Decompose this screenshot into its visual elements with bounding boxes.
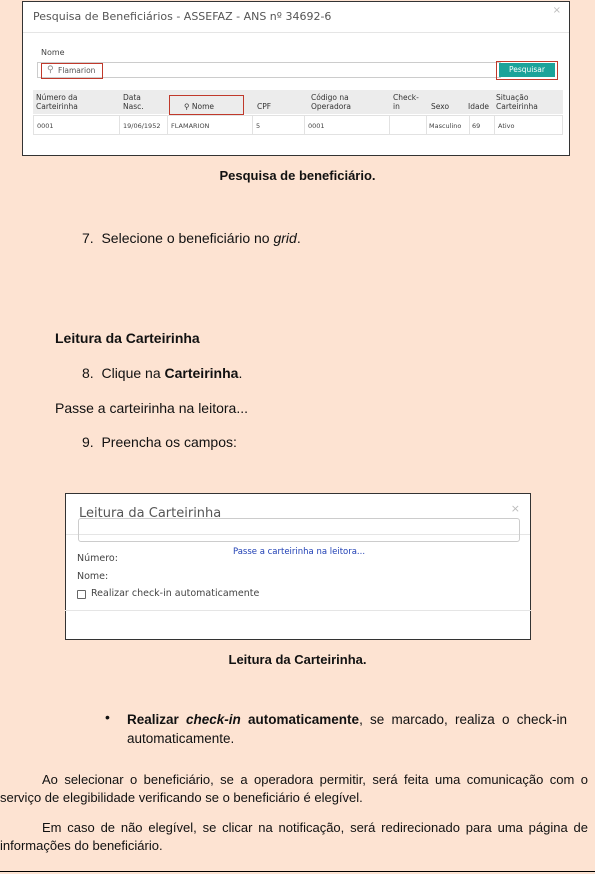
- col-check-in[interactable]: Check- in: [393, 93, 419, 111]
- paragraph-eligibility: Ao selecionar o beneficiário, se a operadora permitir, será feita uma comunicação com o serviço de elegibilidade verificando se o beneficiário é elegível.: [0, 772, 588, 805]
- col-codigo-operadora[interactable]: Código na Operadora: [311, 93, 351, 111]
- cell-numero: 0001: [37, 122, 54, 130]
- modal-title: Pesquisa de Beneficiários - ASSEFAZ - ANS nº 34692-6: [33, 10, 332, 23]
- step-7: 7. Selecione o beneficiário no grid.: [82, 230, 301, 246]
- modal-header-divider: [23, 32, 569, 33]
- col-sexo[interactable]: Sexo: [431, 102, 450, 111]
- search-icon: ⚲: [47, 65, 54, 75]
- cell-divider: [252, 116, 253, 134]
- cell-codigo: 0001: [308, 122, 325, 130]
- search-icon: ⚲: [184, 102, 192, 111]
- cell-situacao: Ativo: [498, 122, 515, 130]
- col-nome[interactable]: ⚲ Nome: [184, 102, 215, 111]
- bullet-icon: •: [105, 709, 110, 725]
- results-table-header: [33, 90, 563, 114]
- cell-divider: [469, 116, 470, 134]
- step-9: 9. Preencha os campos:: [82, 434, 237, 450]
- search-beneficiary-modal: [22, 1, 570, 156]
- cell-divider: [494, 116, 495, 134]
- col-situacao-carteirinha[interactable]: Situação Carteirinha: [496, 93, 538, 111]
- nome-label: Nome:: [77, 571, 109, 582]
- cell-divider: [426, 116, 427, 134]
- close-icon[interactable]: ×: [552, 5, 561, 16]
- paragraph-not-eligible: Em caso de não elegível, se clicar na notificação, será redirecionado para uma página de informações do beneficiário.: [0, 820, 588, 853]
- close-icon[interactable]: ×: [510, 502, 520, 515]
- cell-divider: [304, 116, 305, 134]
- nome-column-highlight: [169, 95, 244, 115]
- name-input-value: Flamarion: [58, 66, 96, 75]
- col-cpf[interactable]: CPF: [257, 102, 272, 111]
- cell-nome: FLAMARION: [171, 122, 210, 130]
- cell-cpf: 5: [256, 122, 261, 130]
- table-row[interactable]: [33, 115, 563, 135]
- page-bottom-divider: [0, 871, 595, 872]
- cell-data-nasc: 19/06/1952: [123, 122, 161, 130]
- col-idade[interactable]: Idade: [468, 102, 489, 111]
- figure-caption-search: Pesquisa de beneficiário.: [219, 168, 376, 183]
- pass-card-text: Passe a carteirinha na leitora...: [55, 400, 248, 416]
- col-numero-carteirinha[interactable]: Número da Carteirinha: [36, 93, 78, 111]
- numero-label: Número:: [77, 553, 118, 564]
- cell-divider: [389, 116, 390, 134]
- cell-sexo: Masculino: [429, 122, 462, 130]
- card-modal-fields: [65, 493, 531, 640]
- cell-idade: 69: [472, 122, 481, 130]
- name-label: Nome: [41, 48, 65, 57]
- card-reader-message: Passe a carteirinha na leitora...: [232, 547, 366, 557]
- modal-footer-divider: [65, 610, 531, 611]
- step-8: 8. Clique na Carteirinha.: [82, 365, 243, 381]
- cell-divider: [119, 116, 120, 134]
- bullet-auto-checkin: Realizar check-in automaticamente, se marcado, realiza o check-in automaticamente.: [127, 712, 567, 746]
- cell-divider: [167, 116, 168, 134]
- modal-title: Leitura da Carteirinha: [79, 506, 222, 521]
- figure-caption-card: Leitura da Carteirinha.: [228, 652, 367, 667]
- auto-checkin-label: Realizar check-in automaticamente: [91, 588, 260, 599]
- auto-checkin-checkbox[interactable]: [77, 590, 86, 599]
- name-search-input[interactable]: [37, 62, 501, 78]
- section-title: Leitura da Carteirinha: [55, 330, 200, 346]
- col-data-nasc[interactable]: Data Nasc.: [123, 93, 144, 111]
- search-button[interactable]: Pesquisar: [499, 63, 555, 77]
